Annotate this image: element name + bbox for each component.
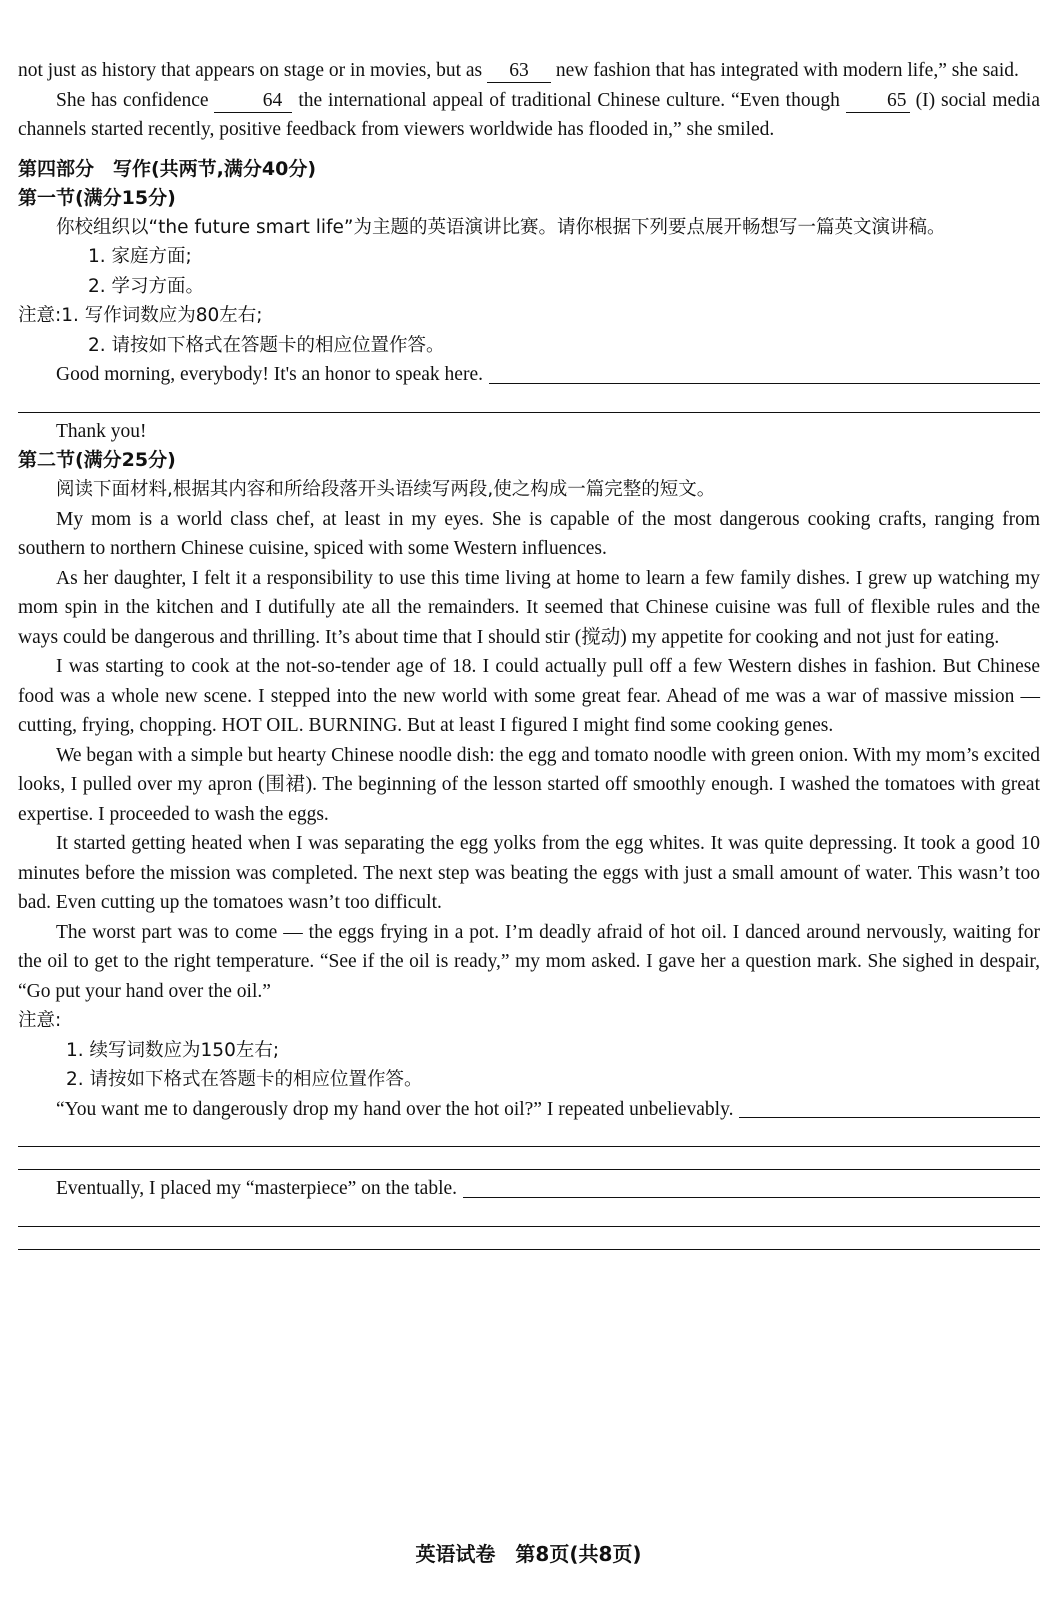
story-paragraph-4: We began with a simple but hearty Chinese noodle dish: the egg and tomato noodle with green onion. With my mom’s excited looks, I pulled over my apron (围裙). The beginning of the lesson started off smoothly enough. I washed the tomatoes with great expertise. I proceeded to wash the eggs. [18, 744, 1041, 825]
blank-64: 64 [214, 90, 292, 113]
section2-note-1: 1. 续写词数应为150左右; [66, 1039, 280, 1061]
text-run: She has confidence [56, 89, 209, 111]
note-label: 注意: [18, 305, 62, 326]
note-1: 1. 写作词数应为80左右; [61, 305, 263, 326]
passage-paragraph-63 [18, 56, 1040, 86]
section1-prompt: 你校组织以“the future smart life”为主题的英语演讲比赛。请你根据下列要点展开畅想写一篇英文演讲稿。 [56, 216, 946, 238]
section1-item-2: 2. 学习方面。 [88, 275, 205, 297]
section1-item-1: 1. 家庭方面; [88, 246, 192, 267]
speech-opening-line [18, 360, 1040, 390]
continuation-line-1 [18, 1095, 1040, 1125]
note-2: 2. 请按如下格式在答题卡的相应位置作答。 [88, 334, 445, 356]
section2-heading: 第二节(满分25分) [18, 449, 176, 471]
blank-65: 65 [846, 90, 910, 113]
answer-line [739, 1117, 1040, 1118]
section2-note-2: 2. 请按如下格式在答题卡的相应位置作答。 [66, 1069, 423, 1090]
section1-notes [18, 301, 1040, 331]
answer-line [18, 1124, 1040, 1147]
blank-63: 63 [487, 60, 551, 83]
answer-line [463, 1197, 1040, 1198]
section1-heading: 第一节(满分15分) [18, 186, 176, 209]
answer-line [18, 1147, 1040, 1170]
part4-heading: 第四部分 写作(共两节,满分40分) [18, 157, 317, 180]
story-paragraph-6: The worst part was to come — the eggs frying in a pot. I’m deadly afraid of hot oil. I danced around nervously, waiting for the oil to get to the right temperature. “See if the oil is ready,” my mom asked. I gave her a question mark. She sighed in despair, “Go put your hand over the oil.” [18, 921, 1040, 1002]
speech-closing: Thank you! [56, 420, 147, 442]
story-paragraph-5: It started getting heated when I was separating the egg yolks from the egg whites. It was quite depressing. It took a good 10 minutes before the mission was completed. The next step was beating the eggs with just a small amount of water. This wasn’t too bad. Even cutting up the tomatoes wasn’t too difficult. [18, 833, 1040, 913]
continuation-start-1: “You want me to dangerously drop my hand over the hot oil?” I repeated unbelievably. [56, 1098, 734, 1120]
passage-paragraph-64-65 [18, 86, 1040, 145]
speech-opening: Good morning, everybody! It's an honor to speak here. [56, 364, 483, 385]
answer-line [18, 390, 1040, 413]
answer-line [489, 383, 1040, 384]
page-footer: 英语试卷 第8页(共8页) [415, 1542, 642, 1566]
story-paragraph-3: I was starting to cook at the not-so-tender age of 18. I could actually pull off a few Western dishes in fashion. But Chinese food was a whole new scene. I stepped into the new world with some great fear. Ahead of me was a war of massive mission — cutting, frying, chopping. HOT OIL. BURNING. But at least I figured I might find some cooking genes. [18, 656, 1040, 736]
answer-line [18, 1227, 1040, 1250]
continuation-start-2: Eventually, I placed my “masterpiece” on the table. [56, 1178, 458, 1199]
answer-line [18, 1204, 1040, 1227]
story-paragraph-1: My mom is a world class chef, at least in my eyes. She is capable of the most dangerous cooking crafts, ranging from southern to northern Chinese cuisine, spiced with some Western influences. [18, 508, 1040, 559]
section2-prompt: 阅读下面材料,根据其内容和所给段落开头语续写两段,使之构成一篇完整的短文。 [56, 479, 716, 500]
text-run: (I) social media channels started recently, positive feedback from viewers worldwide has flooded in,” she smiled. [18, 89, 1040, 140]
story-paragraph-2: As her daughter, I felt it a responsibility to use this time living at home to learn a few family dishes. I grew up watching my mom spin in the kitchen and I dutifully ate all the remainders. It seemed that Chinese cuisine was full of flexible rules and the ways could be dangerous and thrilling. It’s about time that I should stir (搅动) my appetite for cooking and not just for eating. [18, 567, 1040, 648]
page-content [18, 56, 1040, 1250]
text-run: new fashion that has integrated with modern life,” she said. [555, 60, 1019, 81]
continuation-line-2 [18, 1174, 1040, 1204]
text-run: not just as history that appears on stage or in movies, but as [18, 60, 483, 81]
section2-note-label: 注意: [18, 1010, 62, 1031]
text-run: the international appeal of traditional Chinese culture. “Even though [298, 89, 840, 111]
